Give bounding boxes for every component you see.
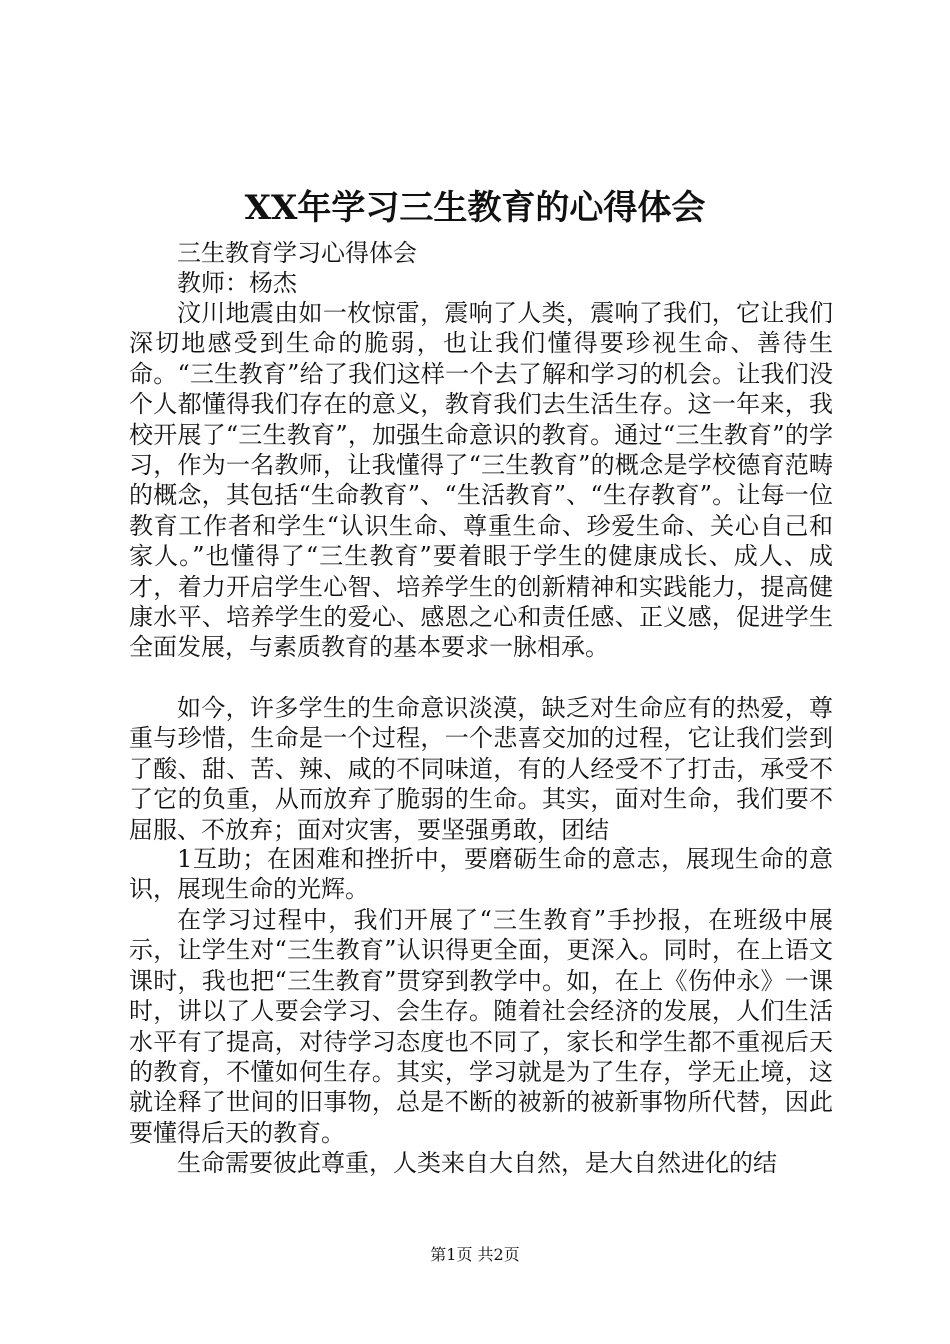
page-number-footer: 第1页 共2页: [430, 1245, 520, 1264]
paragraph: 三生教育学习心得体会: [177, 239, 417, 267]
paragraph: 如今，许多学生的生命意识淡漠，缺乏对生命应有的热爱，尊重与珍惜，生命是一个过程，一个悲喜交加的过程，它让我们尝到了酸、甜、苦、辣、咸的不同味道，有的人经受不了打击，承受不了它的负重，从而放弃了脆弱的生命。其实，面对生命，我们要不屈服、不放弃；面对灾害，要坚强勇敢，团结: [129, 694, 833, 844]
paragraph: 教师：杨杰: [177, 269, 297, 297]
paragraph: 生命需要彼此尊重，人类来自大自然，是大自然进化的结: [177, 1149, 777, 1177]
paragraph: 汶川地震由如一枚惊雷，震响了人类，震响了我们，它让我们深切地感受到生命的脆弱，也让我们懂得要珍视生命、善待生命。“三生教育”给了我们这样一个去了解和学习的机会。让我们没个人都懂得我们存在的意义，教育我们去生活生存。这一年来，我校开展了“三生教育”，加强生命意识的教育。通过“三生教育”的学习，作为一名教师，让我懂得了“三生教育”的概念是学校德育范畴的概念，其包括“生命教育”、“生活教育”、“生存教育”。让每一位教育工作者和学生“认识生命、尊重生命、珍爱生命、关心自己和家人。”也懂得了“三生教育”要着眼于学生的健康成长、成人、成才，着力开启学生心智、培养学生的创新精神和实践能力，提高健康水平、培养学生的爱心、感恩之心和责任感、正义感，促进学生全面发展，与素质教育的基本要求一脉相承。: [129, 299, 833, 662]
document-title: XX年学习三生教育的心得体会: [244, 188, 706, 228]
paragraph: 在学习过程中，我们开展了“三生教育”手抄报，在班级中展示，让学生对“三生教育”认识得更全面，更深入。同时，在上语文课时，我也把“三生教育”贯穿到教学中。如，在上《伤仲永》一课时，讲以了人要会学习、会生存。随着社会经济的发展，人们生活水平有了提高，对待学习态度也不同了，家长和学生都不重视后天的教育，不懂如何生存。其实，学习就是为了生存，学无止境，这就诠释了世间的旧事物，总是不断的被新的被新事物所代替，因此要懂得后天的教育。: [129, 906, 833, 1147]
paragraph: 1互助；在困难和挫折中，要磨砺生命的意志，展现生命的意识，展现生命的光辉。: [129, 845, 833, 904]
